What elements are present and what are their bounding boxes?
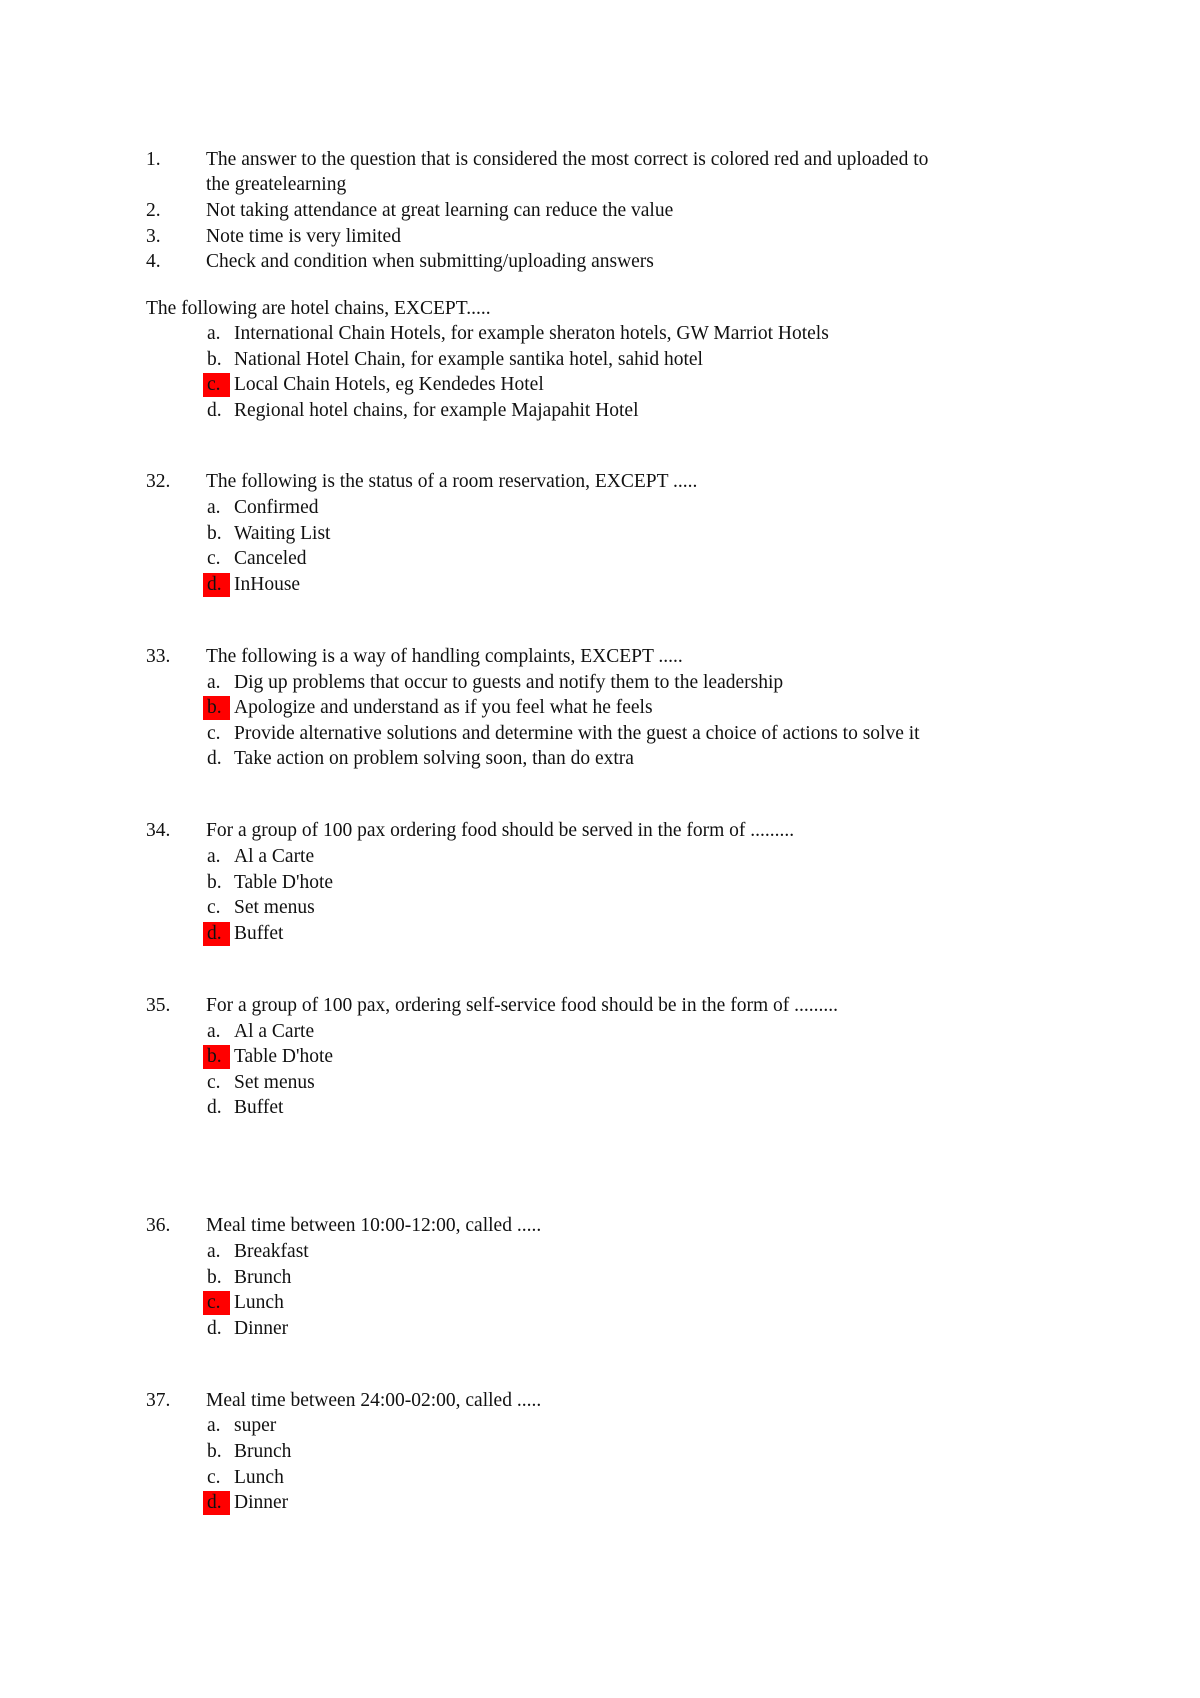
option-text: Take action on problem solving soon, than do extra <box>234 748 634 769</box>
option-letter: c. <box>203 373 230 397</box>
option-letter: b. <box>207 1267 222 1288</box>
question-text: The following is a way of handling complaints, EXCEPT ..... <box>206 646 683 667</box>
instruction-text: Note time is very limited <box>206 226 401 247</box>
option-letter: a. <box>207 672 221 693</box>
option-letter: a. <box>207 1021 221 1042</box>
instruction-number: 2. <box>146 200 161 221</box>
option-text: Set menus <box>234 897 315 918</box>
instruction-text: Not taking attendance at great learning can reduce the value <box>206 200 674 221</box>
option-text: Al a Carte <box>234 1021 315 1042</box>
question-text: The following is the status of a room reservation, EXCEPT ..... <box>206 471 698 492</box>
option-text: Confirmed <box>234 497 319 518</box>
question-text: For a group of 100 pax, ordering self-service food should be in the form of ......... <box>206 995 838 1016</box>
option-letter: c. <box>207 897 221 918</box>
option-text: National Hotel Chain, for example santika hotel, sahid hotel <box>234 349 703 370</box>
option-letter: c. <box>207 1467 221 1488</box>
option-letter: c. <box>207 723 221 744</box>
instruction-text: The answer to the question that is considered the most correct is colored red and uploaded to <box>206 149 929 170</box>
option-letter: b. <box>207 349 222 370</box>
option-letter: a. <box>207 497 221 518</box>
option-text: Dinner <box>234 1318 289 1339</box>
option-text: Dig up problems that occur to guests and notify them to the leadership <box>234 672 784 693</box>
option-text: Waiting List <box>234 523 331 544</box>
option-text: Local Chain Hotels, eg Kendedes Hotel <box>234 374 544 395</box>
option-text: Provide alternative solutions and determine with the guest a choice of actions to solve it <box>234 723 920 744</box>
option-letter: b. <box>207 872 222 893</box>
question-text: The following are hotel chains, EXCEPT..... <box>146 298 491 319</box>
option-text: International Chain Hotels, for example sheraton hotels, GW Marriot Hotels <box>234 323 829 344</box>
option-letter: d. <box>203 922 230 946</box>
option-text: Apologize and understand as if you feel what he feels <box>234 697 653 718</box>
option-letter: b. <box>203 1045 230 1069</box>
option-letter: a. <box>207 323 221 344</box>
option-letter: d. <box>203 1491 230 1515</box>
question-number: 35. <box>146 995 171 1016</box>
option-text: Breakfast <box>234 1241 309 1262</box>
question-number: 32. <box>146 471 171 492</box>
option-text: Al a Carte <box>234 846 315 867</box>
option-letter: d. <box>207 1318 222 1339</box>
question-number: 34. <box>146 820 171 841</box>
option-text: Brunch <box>234 1441 292 1462</box>
option-text: Table D'hote <box>234 872 334 893</box>
option-letter: c. <box>207 548 221 569</box>
option-letter: d. <box>207 748 222 769</box>
instruction-number: 4. <box>146 251 161 272</box>
option-text: super <box>234 1415 277 1436</box>
option-letter: c. <box>203 1291 230 1315</box>
instruction-text: the greatelearning <box>206 174 347 195</box>
option-text: Buffet <box>234 1097 284 1118</box>
option-text: Regional hotel chains, for example Majapahit Hotel <box>234 400 639 421</box>
option-letter: b. <box>207 1441 222 1462</box>
option-letter: a. <box>207 846 221 867</box>
option-text: Buffet <box>234 923 284 944</box>
option-text: Brunch <box>234 1267 292 1288</box>
option-text: Set menus <box>234 1072 315 1093</box>
question-number: 36. <box>146 1215 171 1236</box>
option-letter: d. <box>203 573 230 597</box>
question-number: 37. <box>146 1390 171 1411</box>
option-letter: d. <box>207 1097 222 1118</box>
question-text: For a group of 100 pax ordering food should be served in the form of ......... <box>206 820 795 841</box>
option-text: Lunch <box>234 1467 284 1488</box>
option-text: Dinner <box>234 1492 289 1513</box>
option-letter: a. <box>207 1415 221 1436</box>
option-letter: b. <box>203 696 230 720</box>
option-text: Table D'hote <box>234 1046 334 1067</box>
question-text: Meal time between 10:00-12:00, called ..... <box>206 1215 542 1236</box>
instruction-text: Check and condition when submitting/uploading answers <box>206 251 654 272</box>
question-number: 33. <box>146 646 171 667</box>
question-text: Meal time between 24:00-02:00, called ..... <box>206 1390 542 1411</box>
instruction-number: 1. <box>146 149 161 170</box>
option-text: Canceled <box>234 548 307 569</box>
option-letter: d. <box>207 400 222 421</box>
instruction-number: 3. <box>146 226 161 247</box>
option-letter: b. <box>207 523 222 544</box>
option-text: Lunch <box>234 1292 284 1313</box>
option-letter: c. <box>207 1072 221 1093</box>
option-letter: a. <box>207 1241 221 1262</box>
option-text: InHouse <box>234 574 301 595</box>
